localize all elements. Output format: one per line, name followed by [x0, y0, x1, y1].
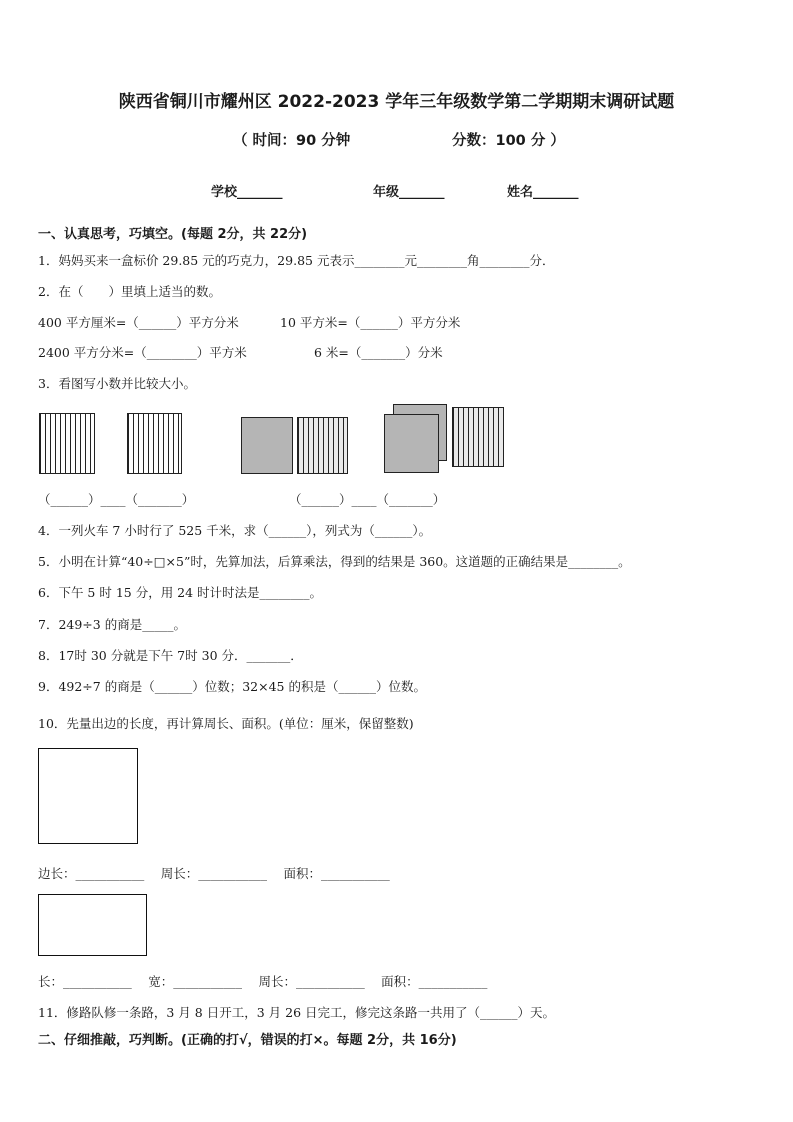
question-7: 7．249÷3 的商是_____。	[38, 617, 186, 632]
section-2-heading: 二、仔细推敲，巧判断。(正确的打√，错误的打×。每题 2分，共 16分)	[38, 1033, 457, 1048]
page-title: 陕西省铜川市耀州区 2022-2023 学年三年级数学第二学期期末调研试题	[118, 92, 675, 112]
tenths-figure-2	[127, 413, 182, 474]
whole-square-1	[241, 417, 293, 474]
question-2d: 6 米=（_______）分米	[314, 345, 443, 360]
question-10-rectangle-answers: 长：___________ 宽：___________ 周长：___________ 面积：___________	[38, 974, 488, 989]
question-8: 8．17时 30 分就是下午 7时 30 分．_______．	[38, 648, 303, 663]
question-9: 9．492÷7 的商是（______）位数；32×45 的积是（______）位数。	[38, 679, 426, 694]
exam-time: （ 时间：90 分钟	[233, 133, 351, 149]
question-3-answer-left: （______）____（_______）	[38, 492, 195, 507]
question-10: 10．先量出边的长度，再计算周长、面积。(单位：厘米，保留整数)	[38, 716, 414, 731]
question-2: 2．在（ ）里填上适当的数。	[38, 284, 221, 299]
tenths-figure-4	[452, 407, 504, 467]
tenths-figure-1	[39, 413, 95, 474]
question-3-answer-right: （______）____（_______）	[289, 492, 446, 507]
exam-score: 分数：100 分 ）	[452, 133, 565, 149]
grade-field: 年级_______	[373, 185, 445, 200]
tenths-figure-3	[297, 417, 348, 474]
question-2c: 2400 平方分米=（________）平方米	[38, 345, 247, 360]
question-4: 4．一列火车 7 小时行了 525 千米，求（______），列式为（______）。	[38, 523, 432, 538]
question-2b: 10 平方米=（______）平方分米	[280, 315, 461, 330]
question-1: 1．妈妈买来一盒标价 29.85 元的巧克力，29.85 元表示________元________角________分．	[38, 253, 555, 268]
question-2a: 400 平方厘米=（______）平方分米	[38, 315, 239, 330]
name-field: 姓名_______	[507, 185, 579, 200]
question-11: 11．修路队修一条路，3 月 8 日开工，3 月 26 日完工，修完这条路一共用了（______）天。	[38, 1005, 556, 1020]
square-figure	[38, 748, 138, 844]
question-6: 6．下午 5 时 15 分，用 24 时计时法是________。	[38, 585, 323, 600]
school-field: 学校_______	[211, 185, 283, 200]
question-5: 5．小明在计算“40÷□×5”时，先算加法，后算乘法，得到的结果是 360。这道题的正确结果是________。	[38, 554, 631, 569]
whole-square-front	[384, 414, 439, 473]
rectangle-figure	[38, 894, 147, 956]
section-1-heading: 一、认真思考，巧填空。(每题 2分，共 22分)	[38, 227, 308, 242]
question-3: 3．看图写小数并比较大小。	[38, 376, 196, 391]
question-10-square-answers: 边长：___________ 周长：___________ 面积：___________	[38, 866, 390, 881]
